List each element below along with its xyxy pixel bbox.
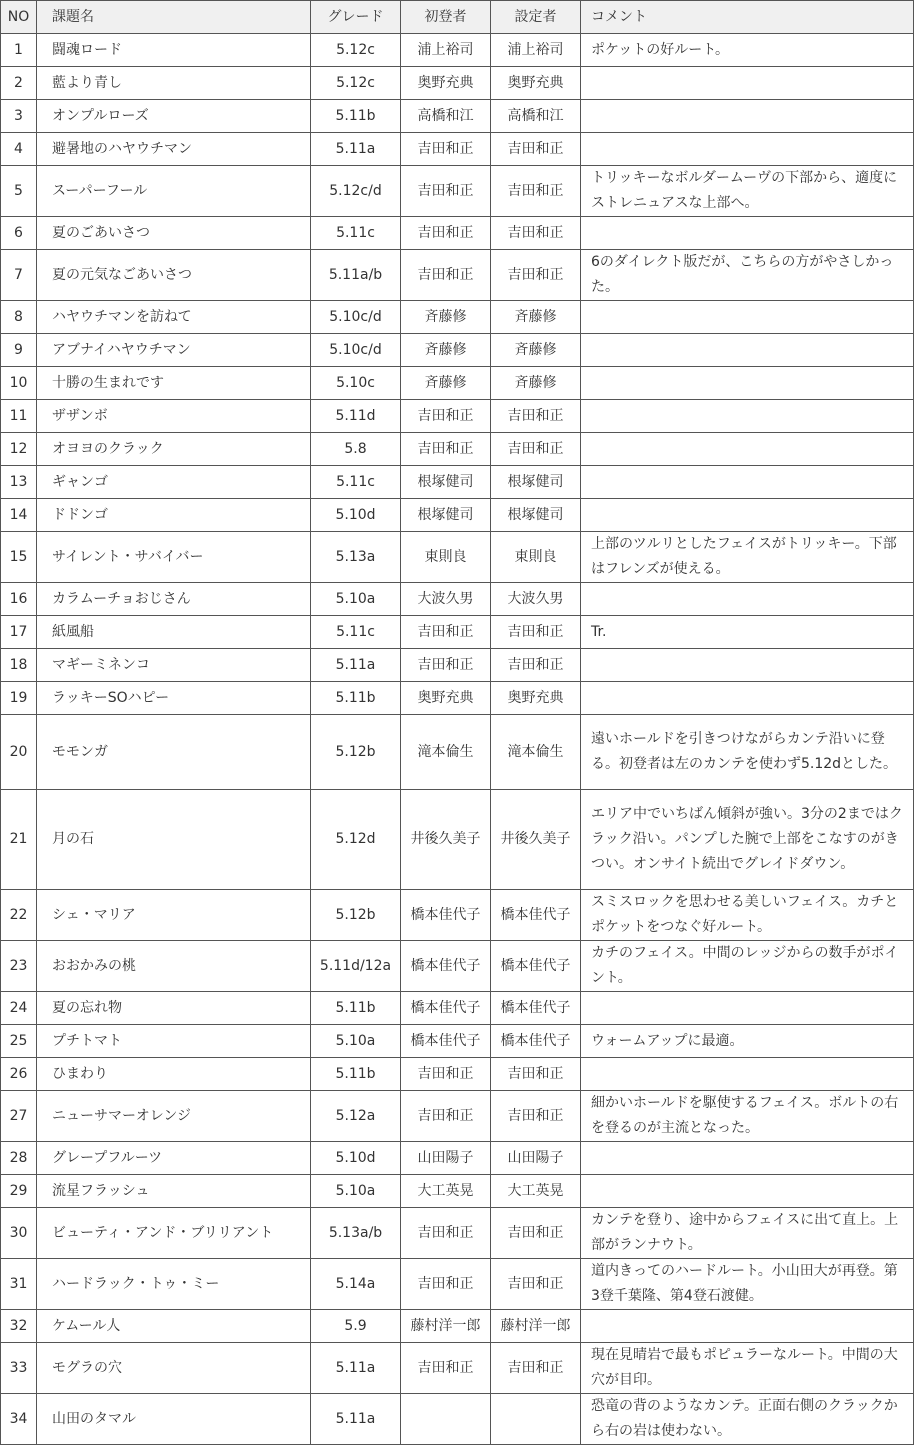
route-first-ascent: 斉藤修 — [401, 367, 491, 400]
route-grade: 5.13a — [311, 532, 401, 583]
route-name: ビューティ・アンド・ブリリアント — [37, 1208, 311, 1259]
route-grade: 5.11b — [311, 1058, 401, 1091]
route-name: オヨヨのクラック — [37, 433, 311, 466]
table-row — [1, 1343, 914, 1394]
route-grade: 5.9 — [311, 1310, 401, 1343]
route-grade: 5.10a — [311, 583, 401, 616]
route-setter: 吉田和正 — [491, 250, 581, 301]
route-first-ascent: 橋本佳代子 — [401, 941, 491, 992]
route-grade: 5.14a — [311, 1259, 401, 1310]
route-first-ascent: 吉田和正 — [401, 400, 491, 433]
route-table-body — [1, 34, 914, 1445]
route-no: 13 — [1, 466, 37, 499]
route-comment — [581, 649, 914, 682]
route-no: 22 — [1, 890, 37, 941]
route-name: カラムーチョおじさん — [37, 583, 311, 616]
route-no: 12 — [1, 433, 37, 466]
route-no: 19 — [1, 682, 37, 715]
table-row — [1, 301, 914, 334]
table-row — [1, 433, 914, 466]
route-setter: 吉田和正 — [491, 616, 581, 649]
route-grade: 5.10c/d — [311, 334, 401, 367]
route-setter: 橋本佳代子 — [491, 1025, 581, 1058]
route-setter: 吉田和正 — [491, 166, 581, 217]
route-grade: 5.11a — [311, 1343, 401, 1394]
route-no: 30 — [1, 1208, 37, 1259]
route-grade: 5.10a — [311, 1175, 401, 1208]
route-first-ascent: 吉田和正 — [401, 1259, 491, 1310]
route-no: 1 — [1, 34, 37, 67]
route-comment: エリア中でいちばん傾斜が強い。3分の2まではクラック沿い。パンプした腕で上部をこなすのがきつい。オンサイト続出でグレイドダウン。 — [581, 790, 914, 890]
table-row — [1, 1025, 914, 1058]
route-first-ascent: 滝本倫生 — [401, 715, 491, 790]
route-first-ascent — [401, 1394, 491, 1445]
table-row — [1, 532, 914, 583]
route-first-ascent: 吉田和正 — [401, 217, 491, 250]
route-grade: 5.11c — [311, 217, 401, 250]
route-first-ascent: 根塚健司 — [401, 466, 491, 499]
route-comment: 恐竜の背のようなカンテ。正面右側のクラックから右の岩は使わない。 — [581, 1394, 914, 1445]
route-no: 6 — [1, 217, 37, 250]
route-comment: ポケットの好ルート。 — [581, 34, 914, 67]
route-name: 藍より青し — [37, 67, 311, 100]
route-name: シェ・マリア — [37, 890, 311, 941]
route-name: 紙風船 — [37, 616, 311, 649]
table-row — [1, 1394, 914, 1445]
route-no: 29 — [1, 1175, 37, 1208]
route-grade: 5.11a — [311, 649, 401, 682]
route-first-ascent: 根塚健司 — [401, 499, 491, 532]
route-grade: 5.12c/d — [311, 166, 401, 217]
route-first-ascent: 吉田和正 — [401, 1208, 491, 1259]
route-no: 18 — [1, 649, 37, 682]
route-grade: 5.11c — [311, 616, 401, 649]
table-row — [1, 941, 914, 992]
route-grade: 5.10d — [311, 499, 401, 532]
route-no: 4 — [1, 133, 37, 166]
route-setter: 橋本佳代子 — [491, 890, 581, 941]
table-row — [1, 890, 914, 941]
route-setter: 吉田和正 — [491, 1259, 581, 1310]
route-first-ascent: 奥野充典 — [401, 682, 491, 715]
route-no: 32 — [1, 1310, 37, 1343]
route-grade: 5.8 — [311, 433, 401, 466]
route-comment — [581, 992, 914, 1025]
route-no: 7 — [1, 250, 37, 301]
route-grade: 5.10a — [311, 1025, 401, 1058]
route-no: 9 — [1, 334, 37, 367]
route-no: 8 — [1, 301, 37, 334]
route-no: 14 — [1, 499, 37, 532]
route-first-ascent: 吉田和正 — [401, 1058, 491, 1091]
route-name: 夏のごあいさつ — [37, 217, 311, 250]
route-first-ascent: 吉田和正 — [401, 166, 491, 217]
header-no: NO — [1, 1, 37, 34]
route-grade: 5.12c — [311, 67, 401, 100]
route-name: 避暑地のハヤウチマン — [37, 133, 311, 166]
route-grade: 5.13a/b — [311, 1208, 401, 1259]
route-name: 闘魂ロード — [37, 34, 311, 67]
table-row — [1, 100, 914, 133]
route-comment — [581, 217, 914, 250]
route-grade: 5.10d — [311, 1142, 401, 1175]
route-first-ascent: 吉田和正 — [401, 1343, 491, 1394]
route-setter: 吉田和正 — [491, 649, 581, 682]
route-name: モグラの穴 — [37, 1343, 311, 1394]
route-grade: 5.11a — [311, 133, 401, 166]
header-first-ascent: 初登者 — [401, 1, 491, 34]
route-name: モモンガ — [37, 715, 311, 790]
table-row — [1, 34, 914, 67]
route-no: 3 — [1, 100, 37, 133]
route-no: 16 — [1, 583, 37, 616]
route-first-ascent: 橋本佳代子 — [401, 992, 491, 1025]
route-first-ascent: 吉田和正 — [401, 433, 491, 466]
table-row — [1, 1310, 914, 1343]
route-setter: 奥野充典 — [491, 67, 581, 100]
route-grade: 5.11d — [311, 400, 401, 433]
table-row — [1, 1208, 914, 1259]
route-first-ascent: 吉田和正 — [401, 250, 491, 301]
table-row — [1, 1259, 914, 1310]
route-comment — [581, 1175, 914, 1208]
route-comment — [581, 466, 914, 499]
route-name: ケムール人 — [37, 1310, 311, 1343]
route-no: 34 — [1, 1394, 37, 1445]
route-setter — [491, 1394, 581, 1445]
route-grade: 5.11a/b — [311, 250, 401, 301]
route-comment: スミスロックを思わせる美しいフェイス。カチとポケットをつなぐ好ルート。 — [581, 890, 914, 941]
route-comment — [581, 583, 914, 616]
route-comment — [581, 499, 914, 532]
route-setter: 根塚健司 — [491, 466, 581, 499]
table-row — [1, 367, 914, 400]
route-setter: 藤村洋一郎 — [491, 1310, 581, 1343]
route-setter: 斉藤修 — [491, 367, 581, 400]
route-first-ascent: 橋本佳代子 — [401, 1025, 491, 1058]
table-row — [1, 992, 914, 1025]
table-row — [1, 334, 914, 367]
route-name: ラッキーSOハピー — [37, 682, 311, 715]
route-name: グレープフルーツ — [37, 1142, 311, 1175]
route-first-ascent: 東則良 — [401, 532, 491, 583]
route-name: 夏の元気なごあいさつ — [37, 250, 311, 301]
route-setter: 吉田和正 — [491, 1058, 581, 1091]
route-name: おおかみの桃 — [37, 941, 311, 992]
route-comment — [581, 334, 914, 367]
route-first-ascent: 斉藤修 — [401, 334, 491, 367]
route-no: 2 — [1, 67, 37, 100]
route-grade: 5.10c — [311, 367, 401, 400]
route-name: ドドンゴ — [37, 499, 311, 532]
route-comment: ウォームアップに最適。 — [581, 1025, 914, 1058]
table-row — [1, 67, 914, 100]
route-first-ascent: 橋本佳代子 — [401, 890, 491, 941]
route-first-ascent: 高橋和江 — [401, 100, 491, 133]
route-first-ascent: 吉田和正 — [401, 133, 491, 166]
route-grade: 5.12d — [311, 790, 401, 890]
route-no: 31 — [1, 1259, 37, 1310]
route-first-ascent: 大工英晃 — [401, 1175, 491, 1208]
route-comment — [581, 1142, 914, 1175]
route-comment: 上部のツルリとしたフェイスがトリッキー。下部はフレンズが使える。 — [581, 532, 914, 583]
route-comment: 道内きってのハードルート。小山田大が再登。第3登千葉隆、第4登石渡健。 — [581, 1259, 914, 1310]
route-grade: 5.12a — [311, 1091, 401, 1142]
route-comment — [581, 682, 914, 715]
route-first-ascent: 山田陽子 — [401, 1142, 491, 1175]
route-name: 月の石 — [37, 790, 311, 890]
route-first-ascent: 井後久美子 — [401, 790, 491, 890]
route-no: 23 — [1, 941, 37, 992]
route-setter: 東則良 — [491, 532, 581, 583]
route-name: アブナイハヤウチマン — [37, 334, 311, 367]
route-comment: 6のダイレクト版だが、こちらの方がやさしかった。 — [581, 250, 914, 301]
route-no: 25 — [1, 1025, 37, 1058]
table-row — [1, 1058, 914, 1091]
route-setter: 吉田和正 — [491, 217, 581, 250]
route-comment: 細かいホールドを駆使するフェイス。ボルトの右を登るのが主流となった。 — [581, 1091, 914, 1142]
route-grade: 5.11b — [311, 992, 401, 1025]
header-route-name: 課題名 — [37, 1, 311, 34]
route-setter: 奥野充典 — [491, 682, 581, 715]
route-setter: 吉田和正 — [491, 433, 581, 466]
table-row — [1, 1091, 914, 1142]
route-name: スーパーフール — [37, 166, 311, 217]
route-first-ascent: 吉田和正 — [401, 649, 491, 682]
route-comment: カンテを登り、途中からフェイスに出て直上。上部がランナウト。 — [581, 1208, 914, 1259]
route-setter: 斉藤修 — [491, 334, 581, 367]
route-comment — [581, 400, 914, 433]
route-name: 流星フラッシュ — [37, 1175, 311, 1208]
route-setter: 斉藤修 — [491, 301, 581, 334]
route-setter: 橋本佳代子 — [491, 992, 581, 1025]
route-name: ハードラック・トゥ・ミー — [37, 1259, 311, 1310]
route-comment — [581, 1058, 914, 1091]
route-name: プチトマト — [37, 1025, 311, 1058]
route-comment: カチのフェイス。中間のレッジからの数手がポイント。 — [581, 941, 914, 992]
route-name: 十勝の生まれです — [37, 367, 311, 400]
route-grade: 5.10c/d — [311, 301, 401, 334]
route-setter: 橋本佳代子 — [491, 941, 581, 992]
header-comment: コメント — [581, 1, 914, 34]
route-name: サイレント・サバイバー — [37, 532, 311, 583]
route-setter: 山田陽子 — [491, 1142, 581, 1175]
route-name: 山田のタマル — [37, 1394, 311, 1445]
route-setter: 吉田和正 — [491, 133, 581, 166]
route-name: マギーミネンコ — [37, 649, 311, 682]
route-comment: トリッキーなボルダームーヴの下部から、適度にストレニュアスな上部へ。 — [581, 166, 914, 217]
route-comment: 現在見晴岩で最もポピュラーなルート。中間の大穴が目印。 — [581, 1343, 914, 1394]
route-first-ascent: 奥野充典 — [401, 67, 491, 100]
route-setter: 大工英晃 — [491, 1175, 581, 1208]
route-grade: 5.11c — [311, 466, 401, 499]
route-no: 17 — [1, 616, 37, 649]
route-first-ascent: 吉田和正 — [401, 1091, 491, 1142]
table-row — [1, 649, 914, 682]
route-grade: 5.11a — [311, 1394, 401, 1445]
table-row — [1, 715, 914, 790]
table-row — [1, 166, 914, 217]
table-row — [1, 1142, 914, 1175]
route-first-ascent: 斉藤修 — [401, 301, 491, 334]
route-setter: 吉田和正 — [491, 1091, 581, 1142]
route-comment — [581, 301, 914, 334]
route-first-ascent: 藤村洋一郎 — [401, 1310, 491, 1343]
route-comment — [581, 100, 914, 133]
table-row — [1, 682, 914, 715]
route-grade: 5.12b — [311, 890, 401, 941]
table-row — [1, 790, 914, 890]
route-grade: 5.12c — [311, 34, 401, 67]
route-setter: 吉田和正 — [491, 1343, 581, 1394]
route-grade: 5.12b — [311, 715, 401, 790]
route-comment — [581, 67, 914, 100]
route-grade: 5.11b — [311, 100, 401, 133]
table-row — [1, 499, 914, 532]
route-no: 27 — [1, 1091, 37, 1142]
route-setter: 根塚健司 — [491, 499, 581, 532]
route-comment: Tr. — [581, 616, 914, 649]
table-row — [1, 400, 914, 433]
route-grade: 5.11b — [311, 682, 401, 715]
route-no: 26 — [1, 1058, 37, 1091]
table-row — [1, 616, 914, 649]
route-no: 11 — [1, 400, 37, 433]
table-row — [1, 1175, 914, 1208]
route-no: 33 — [1, 1343, 37, 1394]
route-no: 28 — [1, 1142, 37, 1175]
route-setter: 井後久美子 — [491, 790, 581, 890]
route-first-ascent: 吉田和正 — [401, 616, 491, 649]
table-row — [1, 217, 914, 250]
route-name: オンプルローズ — [37, 100, 311, 133]
route-no: 10 — [1, 367, 37, 400]
route-name: ニューサマーオレンジ — [37, 1091, 311, 1142]
table-row — [1, 250, 914, 301]
route-name: ひまわり — [37, 1058, 311, 1091]
route-comment — [581, 367, 914, 400]
route-setter: 浦上裕司 — [491, 34, 581, 67]
route-setter: 吉田和正 — [491, 400, 581, 433]
route-comment — [581, 1310, 914, 1343]
route-comment: 遠いホールドを引きつけながらカンテ沿いに登る。初登者は左のカンテを使わず5.12dとした。 — [581, 715, 914, 790]
route-no: 5 — [1, 166, 37, 217]
header-grade: グレード — [311, 1, 401, 34]
route-no: 20 — [1, 715, 37, 790]
route-comment — [581, 133, 914, 166]
route-name: ザザンボ — [37, 400, 311, 433]
route-name: 夏の忘れ物 — [37, 992, 311, 1025]
table-row — [1, 583, 914, 616]
route-no: 24 — [1, 992, 37, 1025]
route-first-ascent: 大波久男 — [401, 583, 491, 616]
route-name: ハヤウチマンを訪ねて — [37, 301, 311, 334]
route-setter: 高橋和江 — [491, 100, 581, 133]
header-setter: 設定者 — [491, 1, 581, 34]
route-setter: 吉田和正 — [491, 1208, 581, 1259]
route-setter: 滝本倫生 — [491, 715, 581, 790]
route-grade: 5.11d/12a — [311, 941, 401, 992]
route-no: 15 — [1, 532, 37, 583]
table-row — [1, 466, 914, 499]
route-first-ascent: 浦上裕司 — [401, 34, 491, 67]
table-header-row — [1, 1, 914, 34]
route-setter: 大波久男 — [491, 583, 581, 616]
table-row — [1, 133, 914, 166]
route-comment — [581, 433, 914, 466]
route-no: 21 — [1, 790, 37, 890]
route-name: ギャンゴ — [37, 466, 311, 499]
